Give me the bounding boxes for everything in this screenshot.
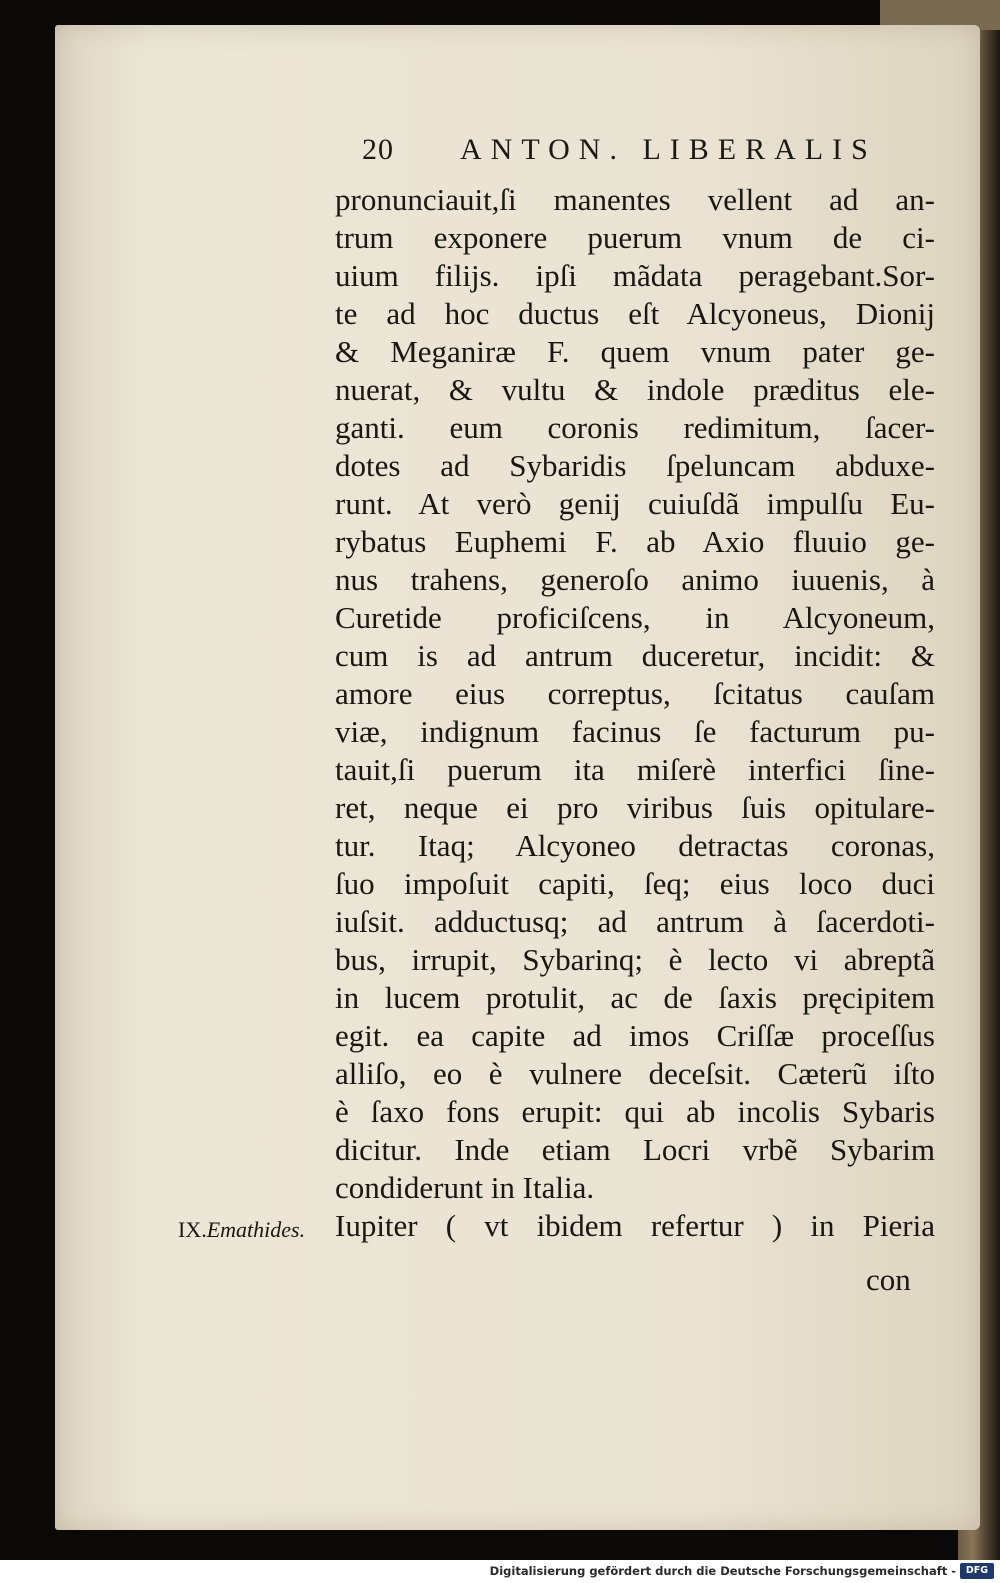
text-line: ſuo impoſuit capiti, ſeq; eius loco duci	[335, 866, 935, 901]
text-line: condiderunt in Italia.	[335, 1170, 595, 1205]
text-line: trum exponere puerum vnum de ci-	[335, 220, 935, 255]
page-number: 20	[362, 133, 394, 166]
text-line: bus, irrupit, Sybarinq; è lecto vi abreptã	[335, 942, 935, 977]
text-line: uium filijs. ipſi mãdata peragebant.Sor-	[335, 258, 935, 293]
text-line: amore eius correptus, ſcitatus cauſam	[335, 676, 935, 711]
text-line: viæ, indignum facinus ſe facturum pu-	[335, 714, 935, 749]
text-line: è ſaxo fons erupit: qui ab incolis Sybaris	[335, 1094, 935, 1129]
text-line: alliſo, eo è vulnere deceſsit. Cæterũ iſto	[335, 1056, 935, 1091]
text-line: iuſsit. adductusq; ad antrum à ſacerdoti-	[335, 904, 935, 939]
text-line: dicitur. Inde etiam Locri vrbẽ Sybarim	[335, 1132, 935, 1167]
footer-bar	[0, 1560, 1000, 1583]
text-line: Curetide proficiſcens, in Alcyoneum,	[335, 600, 935, 635]
text-line: tauit,ſi puerum ita miſerè interfici ſine-	[335, 752, 935, 787]
page-header	[362, 133, 922, 177]
text-line: nus trahens, generoſo animo iuuenis, à	[335, 562, 935, 597]
funding-credit: Digitalisierung gefördert durch die Deutsche Forschungsgemeinschaft -	[489, 1564, 956, 1578]
dfg-logo: DFG	[960, 1563, 994, 1579]
text-line: rybatus Euphemi F. ab Axio fluuio ge-	[335, 524, 935, 559]
text-line: Iupiter ( vt ibidem refertur ) in Pieria	[335, 1208, 935, 1243]
text-line: in lucem protulit, ac de ſaxis pręcipitem	[335, 980, 935, 1015]
margin-note-title: Emathides.	[206, 1217, 306, 1242]
text-line: te ad hoc ductus eſt Alcyoneus, Dionij	[335, 296, 935, 331]
running-title: ANTON. LIBERALIS	[460, 133, 877, 166]
text-line: egit. ea capite ad imos Criſſæ proceſſus	[335, 1018, 935, 1053]
margin-note-numeral: IX.	[178, 1217, 207, 1242]
text-line: dotes ad Sybaridis ſpeluncam abduxe-	[335, 448, 935, 483]
text-line: & Meganiræ F. quem vnum pater ge-	[335, 334, 935, 369]
margin-note	[178, 1217, 305, 1243]
text-line: tur. Itaq; Alcyoneo detractas coronas,	[335, 828, 935, 863]
text-line: runt. At verò genij cuiuſdã impulſu Eu-	[335, 486, 935, 521]
catchword: con	[866, 1262, 911, 1297]
text-line: nuerat, & vultu & indole præditus ele-	[335, 372, 935, 407]
text-line: pronunciauit,ſi manentes vellent ad an-	[335, 182, 935, 217]
text-line: ganti. eum coronis redimitum, ſacer-	[335, 410, 935, 445]
text-line: ret, neque ei pro viribus ſuis opitulare-	[335, 790, 935, 825]
text-line: cum is ad antrum duceretur, incidit: &	[335, 638, 935, 673]
